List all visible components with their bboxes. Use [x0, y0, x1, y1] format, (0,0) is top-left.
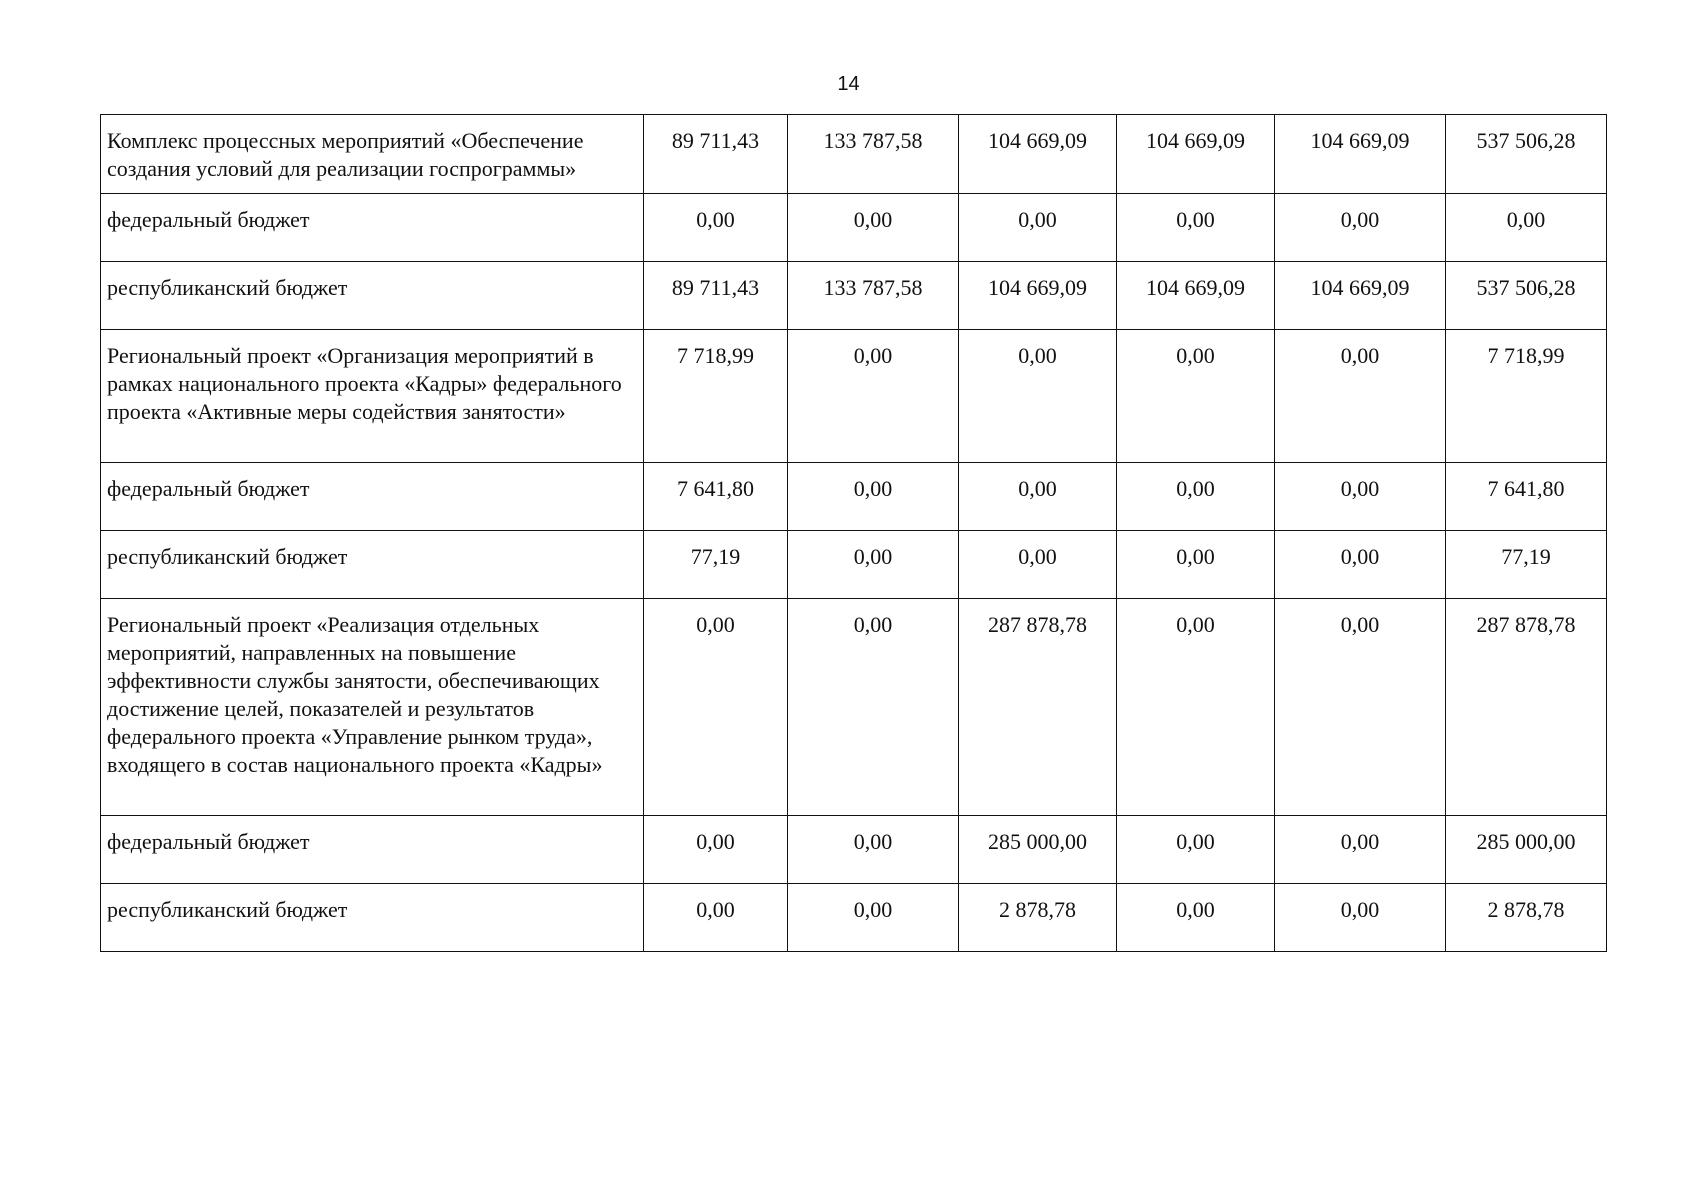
total-cell: 0,00 — [1446, 194, 1607, 262]
value-cell: 0,00 — [1117, 816, 1275, 884]
value-cell: 287 878,78 — [959, 599, 1117, 816]
value-cell: 0,00 — [1117, 599, 1275, 816]
value-cell: 0,00 — [788, 599, 959, 816]
table-row — [101, 463, 1607, 531]
value-cell: 104 669,09 — [1275, 115, 1446, 194]
value-cell: 0,00 — [788, 194, 959, 262]
row-name: федеральный бюджет — [101, 463, 644, 531]
value-cell: 7 641,80 — [644, 463, 788, 531]
value-cell: 0,00 — [1275, 531, 1446, 599]
value-cell: 0,00 — [644, 194, 788, 262]
value-cell: 285 000,00 — [959, 816, 1117, 884]
value-cell: 0,00 — [788, 816, 959, 884]
table-row — [101, 531, 1607, 599]
total-cell: 287 878,78 — [1446, 599, 1607, 816]
value-cell: 0,00 — [1117, 531, 1275, 599]
value-cell: 0,00 — [1117, 194, 1275, 262]
table-row — [101, 194, 1607, 262]
value-cell: 0,00 — [1275, 330, 1446, 463]
table-row — [101, 330, 1607, 463]
value-cell: 0,00 — [644, 599, 788, 816]
row-name: республиканский бюджет — [101, 262, 644, 330]
table-row — [101, 884, 1607, 952]
table-row — [101, 115, 1607, 194]
row-name: федеральный бюджет — [101, 194, 644, 262]
total-cell: 537 506,28 — [1446, 115, 1607, 194]
row-name: республиканский бюджет — [101, 531, 644, 599]
value-cell: 0,00 — [1275, 463, 1446, 531]
total-cell: 285 000,00 — [1446, 816, 1607, 884]
value-cell: 0,00 — [1275, 884, 1446, 952]
row-name: Региональный проект «Реализация отдельных мероприятий, направленных на повышение эффективности службы занятости, обеспечивающих достижение целей, показателей и результатов федерального проекта «Управление рынком труда», входящего в состав национального проекта «Кадры» — [101, 599, 644, 816]
total-cell: 2 878,78 — [1446, 884, 1607, 952]
row-name: Комплекс процессных мероприятий «Обеспечение создания условий для реализации госпрограммы» — [101, 115, 644, 194]
total-cell: 537 506,28 — [1446, 262, 1607, 330]
row-name: Региональный проект «Организация мероприятий в рамках национального проекта «Кадры» федерального проекта «Активные меры содействия занятости» — [101, 330, 644, 463]
value-cell: 133 787,58 — [788, 115, 959, 194]
value-cell: 89 711,43 — [644, 115, 788, 194]
value-cell: 104 669,09 — [959, 262, 1117, 330]
value-cell: 0,00 — [788, 330, 959, 463]
value-cell: 89 711,43 — [644, 262, 788, 330]
value-cell: 7 718,99 — [644, 330, 788, 463]
value-cell: 77,19 — [644, 531, 788, 599]
total-cell: 7 641,80 — [1446, 463, 1607, 531]
value-cell: 0,00 — [959, 330, 1117, 463]
row-name: республиканский бюджет — [101, 884, 644, 952]
value-cell: 104 669,09 — [1117, 262, 1275, 330]
value-cell: 0,00 — [788, 463, 959, 531]
table-row — [101, 262, 1607, 330]
value-cell: 0,00 — [1117, 463, 1275, 531]
total-cell: 77,19 — [1446, 531, 1607, 599]
value-cell: 0,00 — [959, 531, 1117, 599]
budget-table — [100, 114, 1607, 952]
value-cell: 0,00 — [1275, 816, 1446, 884]
value-cell: 2 878,78 — [959, 884, 1117, 952]
value-cell: 0,00 — [644, 816, 788, 884]
row-name: федеральный бюджет — [101, 816, 644, 884]
value-cell: 104 669,09 — [1275, 262, 1446, 330]
value-cell: 104 669,09 — [959, 115, 1117, 194]
value-cell: 0,00 — [644, 884, 788, 952]
value-cell: 0,00 — [1117, 884, 1275, 952]
value-cell: 0,00 — [788, 531, 959, 599]
value-cell: 0,00 — [1275, 599, 1446, 816]
value-cell: 133 787,58 — [788, 262, 959, 330]
page-number: 14 — [837, 73, 860, 95]
value-cell: 0,00 — [1275, 194, 1446, 262]
value-cell: 0,00 — [959, 194, 1117, 262]
table-row — [101, 816, 1607, 884]
table-row — [101, 599, 1607, 816]
value-cell: 0,00 — [788, 884, 959, 952]
value-cell: 104 669,09 — [1117, 115, 1275, 194]
total-cell: 7 718,99 — [1446, 330, 1607, 463]
value-cell: 0,00 — [1117, 330, 1275, 463]
value-cell: 0,00 — [959, 463, 1117, 531]
